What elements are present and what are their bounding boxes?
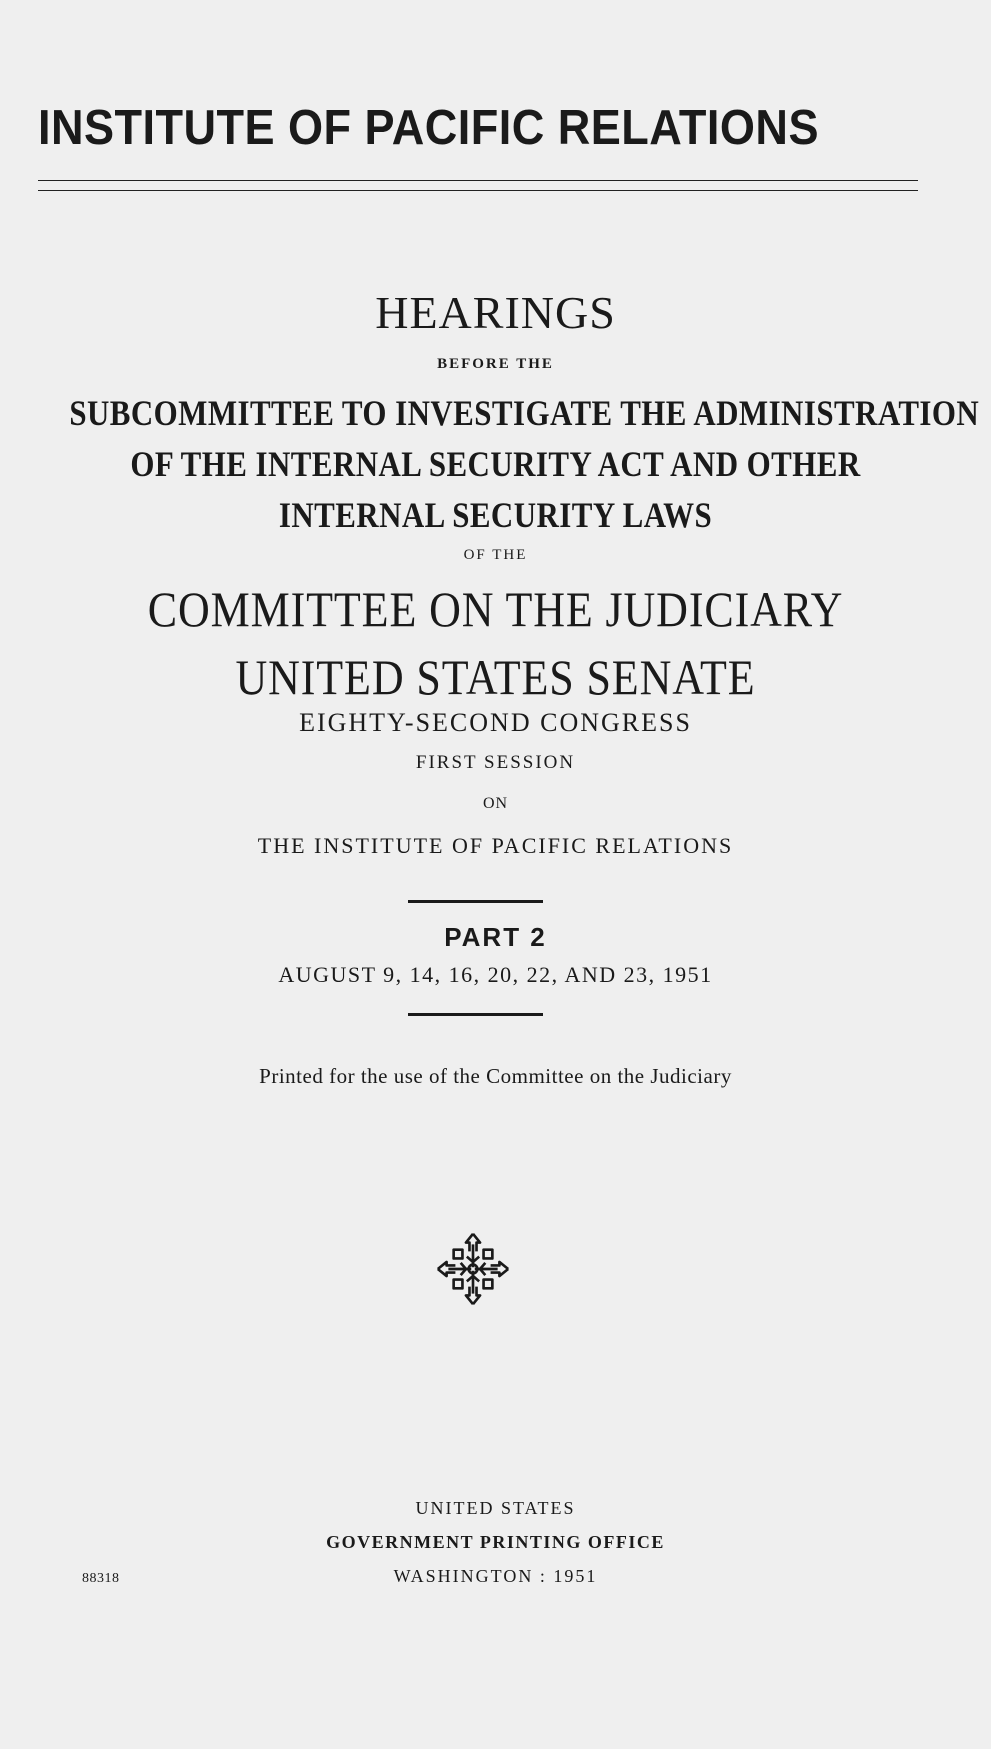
- subcommittee-line-3: INTERNAL SECURITY LAWS: [278, 495, 713, 535]
- publisher-line-3: WASHINGTON : 1951: [393, 1566, 598, 1586]
- subject-label: THE INSTITUTE OF PACIFIC RELATIONS: [257, 833, 734, 858]
- part-label: PART 2: [444, 922, 547, 952]
- printed-for-note: Printed for the use of the Committee on the Judiciary: [259, 1064, 732, 1088]
- senate-name: UNITED STATES SENATE: [235, 649, 756, 705]
- part-rule-top: [408, 900, 543, 903]
- title-rule-bottom: [38, 190, 918, 191]
- congress-label: EIGHTY-SECOND CONGRESS: [299, 708, 692, 737]
- subcommittee-line-1: SUBCOMMITTEE TO INVESTIGATE THE ADMINISTRATION: [69, 393, 980, 433]
- publisher-line-1: UNITED STATES: [415, 1498, 576, 1518]
- before-the-label: BEFORE THE: [437, 356, 554, 372]
- session-label: FIRST SESSION: [415, 752, 576, 773]
- hearing-dates: AUGUST 9, 14, 16, 20, 22, AND 23, 1951: [278, 962, 713, 987]
- of-the-label: OF THE: [463, 547, 528, 563]
- title-rule-top: [38, 180, 918, 181]
- committee-name: COMMITTEE ON THE JUDICIARY: [147, 581, 844, 637]
- gpo-ornament-icon: [429, 1225, 517, 1313]
- hearings-heading: HEARINGS: [375, 287, 616, 338]
- subcommittee-line-2: OF THE INTERNAL SECURITY ACT AND OTHER: [130, 444, 861, 484]
- publisher-line-2: GOVERNMENT PRINTING OFFICE: [326, 1532, 665, 1552]
- print-code: 88318: [82, 1571, 120, 1586]
- on-label: ON: [482, 795, 509, 812]
- part-rule-bottom: [408, 1013, 543, 1016]
- document-title: INSTITUTE OF PACIFIC RELATIONS: [38, 101, 819, 155]
